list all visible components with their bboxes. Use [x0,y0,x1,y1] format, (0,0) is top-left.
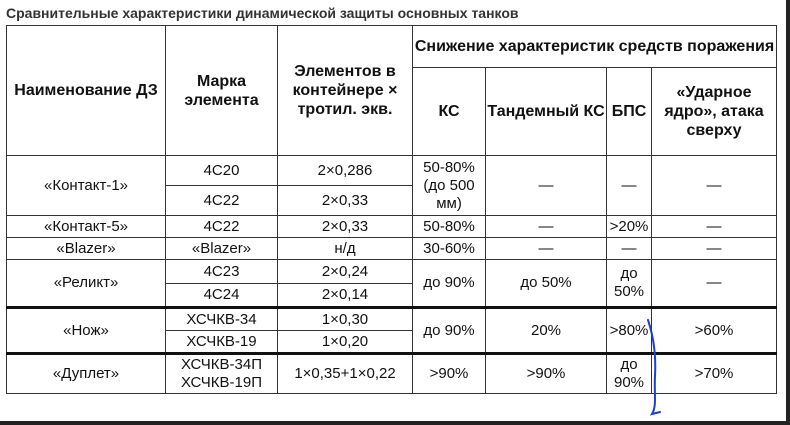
row-duplet-shock: >70% [652,354,777,394]
row-blazer-mark: «Blazer» [166,238,278,260]
row-kontakt5-tandem: — [486,216,607,238]
row-nozh-elements: 1×0,20 [278,331,413,354]
row-relikt-elements: 2×0,24 [278,260,413,284]
header-mark: Марка элемента [166,26,278,156]
row-kontakt1-tandem: — [486,156,607,216]
row-nozh-mark: ХСЧКВ-34 [166,308,278,331]
row-blazer-elements: н/д [278,238,413,260]
row-kontakt5-bps: >20% [607,216,652,238]
row-duplet-elements: 1×0,35+1×0,22 [278,354,413,394]
row-nozh-mark: ХСЧКВ-19 [166,331,278,354]
header-tandem: Тандемный КС [486,68,607,156]
row-blazer-bps: — [607,238,652,260]
row-relikt-ks: до 90% [413,260,486,308]
row-kontakt5-shock: — [652,216,777,238]
header-bps: БПС [607,68,652,156]
row-nozh-tandem: 20% [486,308,607,354]
row-relikt-name: «Реликт» [7,260,166,308]
row-kontakt1-shock: — [652,156,777,216]
row-duplet-bps: до 90% [607,354,652,394]
header-reduction: Снижение характеристик средств поражения [413,26,777,68]
header-ks: КС [413,68,486,156]
row-kontakt1-mark: 4С20 [166,156,278,186]
table-title: Сравнительные характеристики динамической защиты основных танков [6,5,519,21]
handwritten-ink-stroke [640,318,670,418]
row-kontakt5-elements: 2×0,33 [278,216,413,238]
row-kontakt1-ks: 50-80% (до 500 мм) [413,156,486,216]
header-elements: Элементов в контейнере × тротил. экв. [278,26,413,156]
row-relikt-shock: — [652,260,777,308]
row-blazer-tandem: — [486,238,607,260]
row-kontakt1-bps: — [607,156,652,216]
row-blazer-name: «Blazer» [7,238,166,260]
row-duplet-name: «Дуплет» [7,354,166,394]
row-kontakt5-mark: 4С22 [166,216,278,238]
row-nozh-ks: до 90% [413,308,486,354]
row-kontakt1-mark: 4С22 [166,186,278,216]
row-relikt-bps: до 50% [607,260,652,308]
row-duplet-mark-1: ХСЧКВ-34П [180,356,263,373]
row-blazer-shock: — [652,238,777,260]
row-blazer-ks: 30-60% [413,238,486,260]
row-nozh-elements: 1×0,30 [278,308,413,331]
row-kontakt5-name: «Контакт-5» [7,216,166,238]
row-duplet-ks: >90% [413,354,486,394]
header-shock: «Ударное ядро», атака сверху [652,68,777,156]
row-kontakt1-elements: 2×0,286 [278,156,413,186]
row-nozh-shock: >60% [652,308,777,354]
row-duplet-mark-2: ХСЧКВ-19П [180,374,263,391]
row-relikt-mark: 4С24 [166,284,278,308]
row-relikt-tandem: до 50% [486,260,607,308]
row-kontakt1-name: «Контакт-1» [7,156,166,216]
row-kontakt5-ks: 50-80% [413,216,486,238]
row-nozh-bps: >80% [607,308,652,354]
row-duplet-mark [166,354,278,394]
row-relikt-elements: 2×0,14 [278,284,413,308]
header-name: Наименование ДЗ [7,26,166,156]
row-duplet-tandem: >90% [486,354,607,394]
row-kontakt1-elements: 2×0,33 [278,186,413,216]
row-relikt-mark: 4С23 [166,260,278,284]
row-nozh-name: «Нож» [7,308,166,354]
